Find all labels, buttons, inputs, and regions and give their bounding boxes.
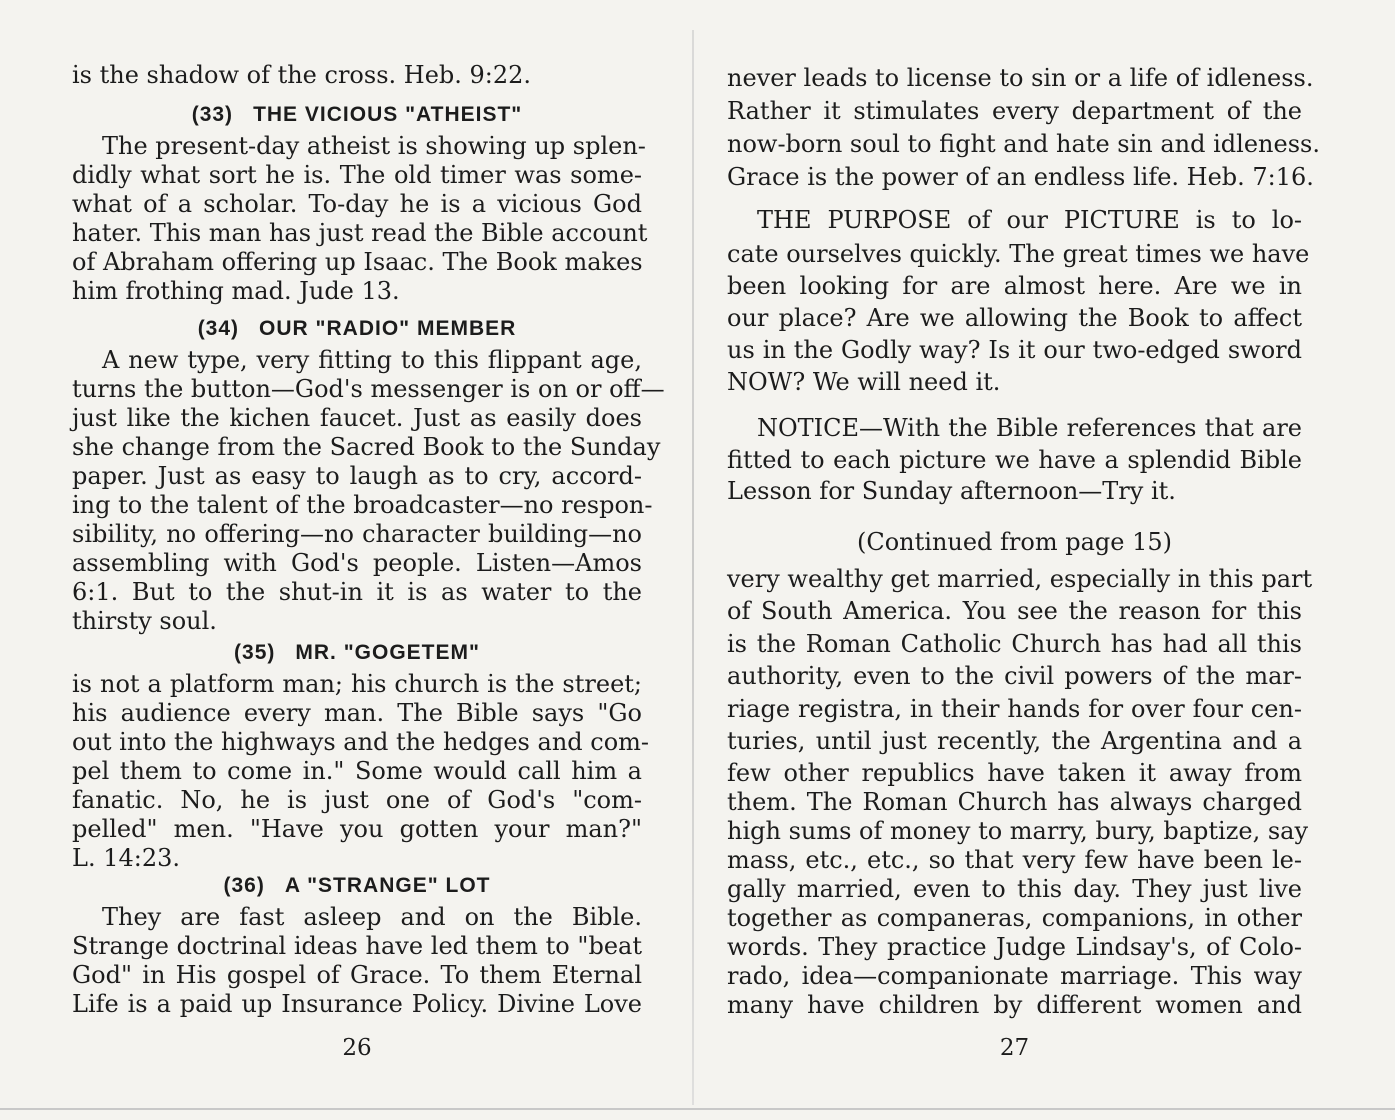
body-line: The present-day atheist is showing up splen- [102, 132, 646, 160]
body-line: very wealthy get married, especially in this part [727, 565, 1313, 593]
body-line: is the Roman Catholic Church has had all this [727, 630, 1302, 658]
body-line: hater. This man has just read the Bible account [72, 219, 648, 247]
body-line: NOW? We will need it. [727, 368, 1001, 396]
body-line: high sums of money to marry, bury, baptize, say [727, 817, 1309, 845]
body-line: Lesson for Sunday afternoon—Try it. [727, 477, 1176, 505]
body-line: NOTICE—With the Bible references that are [757, 414, 1302, 442]
section-number: (34) [197, 317, 240, 340]
body-line: us in the Godly way? Is it our two-edged sword [727, 336, 1302, 364]
body-line: thirsty soul. [72, 607, 217, 635]
body-line: now-born soul to fight and hate sin and idleness. [727, 130, 1320, 158]
body-line: fitted to each picture we have a splendid Bible [727, 446, 1302, 474]
body-line: mass, etc., etc., so that very few have been le- [727, 846, 1302, 874]
body-line: out into the highways and the hedges and com- [72, 728, 650, 756]
body-line: ing to the talent of the broadcaster—no respon- [72, 491, 653, 519]
body-line: L. 14:23. [72, 844, 180, 872]
section-title: OUR "RADIO" MEMBER [259, 317, 517, 340]
body-line: of Abraham offering up Isaac. The Book makes [72, 248, 643, 276]
book-gutter [692, 30, 694, 1105]
section-heading-34 [72, 314, 642, 344]
body-line: Grace is the power of an endless life. Heb. 7:16. [727, 163, 1314, 191]
body-line: together as companeras, companions, in other [727, 904, 1302, 932]
section-number: (36) [223, 874, 265, 897]
body-line: words. They practice Judge Lindsay's, of Colo- [727, 933, 1302, 961]
section-title: THE VICIOUS "ATHEIST" [253, 103, 523, 126]
body-line: authority, even to the civil powers of the mar- [727, 662, 1302, 690]
section-number: (35) [234, 641, 276, 664]
body-line: God" in His gospel of Grace. To them Eternal [72, 961, 642, 989]
body-line: turns the button—God's messenger is on or off— [72, 375, 665, 403]
body-line: Rather it stimulates every department of the [727, 97, 1302, 125]
body-line: many have children by different women and [727, 991, 1302, 1019]
body-line: them. The Roman Church has always charged [727, 788, 1302, 816]
section-number: (33) [191, 103, 234, 126]
page-number: 26 [342, 1035, 372, 1061]
continued-note: (Continued from page 15) [856, 528, 1173, 556]
page-bottom-edge [0, 1108, 1395, 1110]
page-number: 27 [999, 1035, 1030, 1061]
body-line: sibility, no offering—no character building—no [72, 520, 642, 548]
body-line: just like the kichen faucet. Just as easily does [72, 404, 642, 432]
section-heading-33 [72, 100, 642, 130]
body-line: what of a scholar. To-day he is a vicious God [72, 190, 642, 218]
body-line: They are fast asleep and on the Bible. [102, 903, 642, 931]
body-line: is not a platform man; his church is the street; [72, 670, 642, 698]
body-line: him frothing mad. Jude 13. [72, 277, 400, 305]
body-line: our place? Are we allowing the Book to affect [727, 304, 1302, 332]
body-line: didly what sort he is. The old timer was some- [72, 161, 642, 189]
body-line: cate ourselves quickly. The great times we have [727, 240, 1310, 268]
body-line: 6:1. But to the shut-in it is as water to the [72, 578, 642, 606]
section-title: MR. "GOGETEM" [295, 641, 480, 664]
body-line: few other republics have taken it away from [727, 759, 1302, 787]
body-line: his audience every man. The Bible says "Go [72, 699, 642, 727]
body-line: Life is a paid up Insurance Policy. Divine Love [72, 990, 642, 1018]
body-line: riage registra, in their hands for over four cen- [727, 695, 1302, 723]
body-line: is the shadow of the cross. Heb. 9:22. [72, 61, 532, 89]
body-line: Strange doctrinal ideas have led them to "beat [72, 932, 642, 960]
body-line: THE PURPOSE of our PICTURE is to lo- [757, 206, 1302, 234]
body-line: turies, until just recently, the Argentina and a [727, 727, 1302, 755]
body-line: of South America. You see the reason for this [727, 597, 1302, 625]
section-heading-36 [72, 871, 642, 901]
body-line: rado, idea—companionate marriage. This way [727, 962, 1302, 990]
body-line: pel them to come in." Some would call him a [72, 757, 642, 785]
body-line: she change from the Sacred Book to the Sunday [72, 433, 661, 461]
body-line: pelled" men. "Have you gotten your man?" [72, 815, 642, 843]
body-line: fanatic. No, he is just one of God's "com- [72, 786, 642, 814]
body-line: assembling with God's people. Listen—Amos [72, 549, 642, 577]
body-line: been looking for are almost here. Are we in [727, 272, 1302, 300]
section-heading-35 [72, 638, 642, 668]
body-line: paper. Just as easy to laugh as to cry, accord- [72, 462, 642, 490]
body-line: gally married, even to this day. They just live [727, 875, 1302, 903]
body-line: A new type, very fitting to this flippant age, [102, 346, 642, 374]
body-line: never leads to license to sin or a life of idleness. [727, 64, 1314, 92]
section-title: A "STRANGE" LOT [284, 874, 491, 897]
